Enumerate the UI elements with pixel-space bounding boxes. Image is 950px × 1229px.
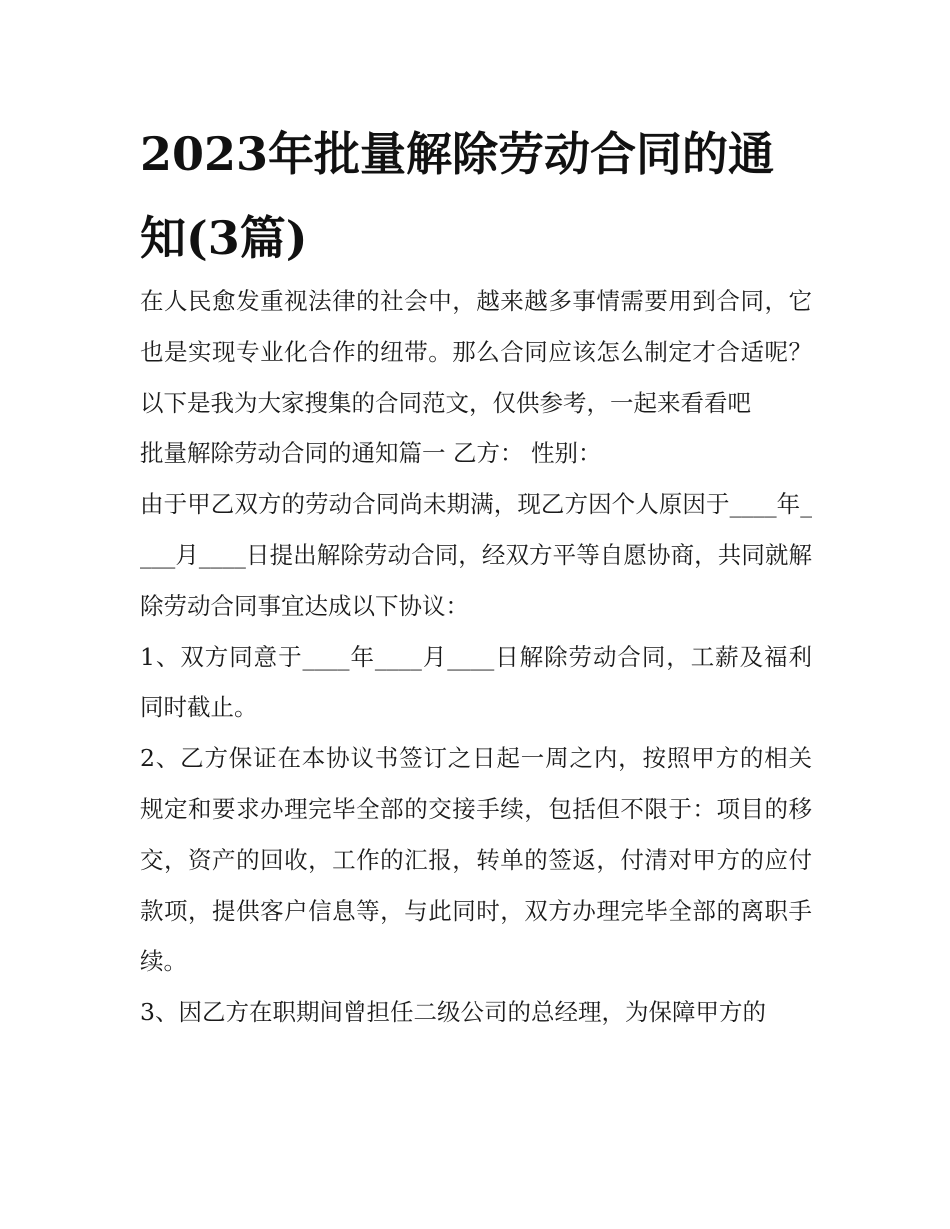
section-heading: 批量解除劳动合同的通知篇一 乙方： 性别： (140, 439, 602, 468)
document-body (140, 276, 812, 1038)
agreement-preamble: 由于甲乙双方的劳动合同尚未期满，现乙方因个人原因于____年____月____日提出解除劳动合同，经双方平等自愿协商，共同就解除劳动合同事宜达成以下协议： (140, 490, 812, 620)
clause-1: 1、双方同意于____年____月____日解除劳动合同，工薪及福利同时截止。 (140, 642, 812, 722)
clause-3: 3、因乙方在职期间曾担任二级公司的总经理，为保障甲方的 (140, 998, 766, 1027)
clause-2: 2、乙方保证在本协议书签订之日起一周之内，按照甲方的相关规定和要求办理完毕全部的交接手续，包括但不限于：项目的移交，资产的回收，工作的汇报，转单的签返，付清对甲方的应付款项，提供客户信息等，与此同时，双方办理完毕全部的离职手续。 (140, 744, 812, 976)
document-title: 2023年批量解除劳动合同的通知(3篇) (140, 127, 775, 265)
intro-paragraph: 在人民愈发重视法律的社会中，越来越多事情需要用到合同，它也是实现专业化合作的纽带。那么合同应该怎么制定才合适呢？以下是我为大家搜集的合同范文，仅供参考，一起来看看吧 (140, 287, 812, 417)
